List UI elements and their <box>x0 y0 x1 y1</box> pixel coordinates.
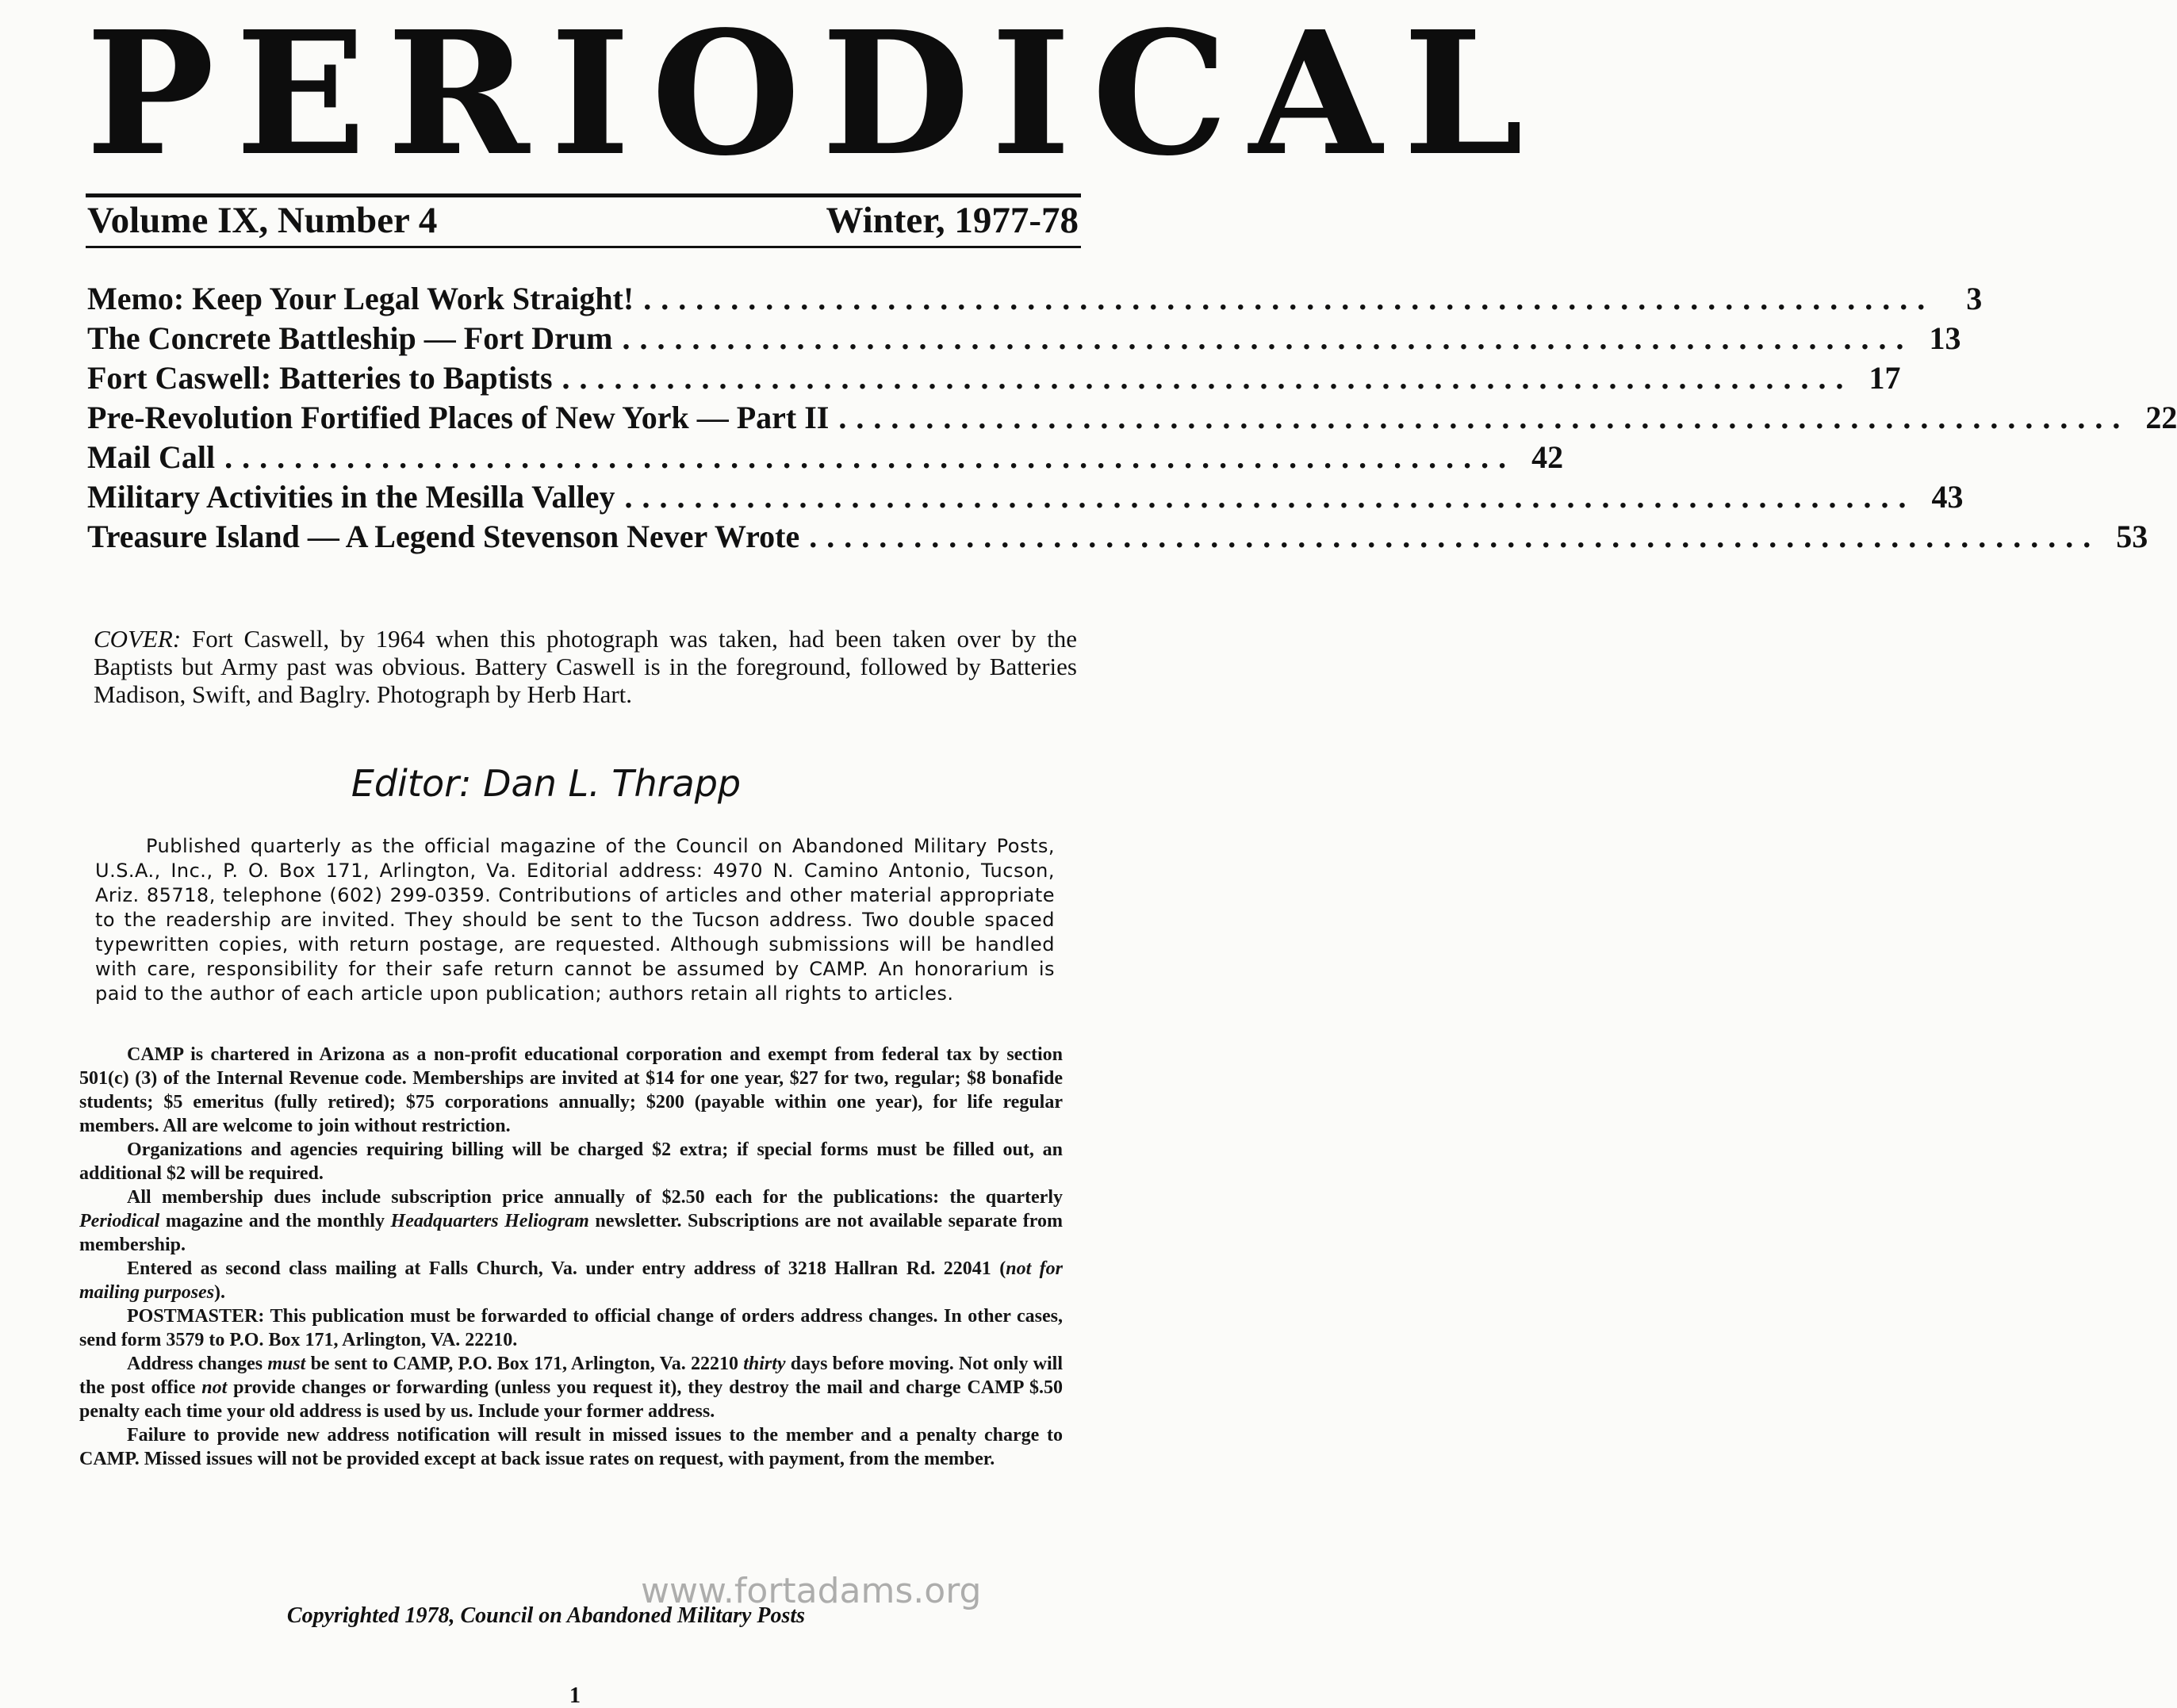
heliogram-title: Headquarters Heliogram <box>390 1211 589 1231</box>
toc-item-title: Fort Caswell: Batteries to Baptists <box>87 360 553 396</box>
issue-season: Winter, 1977-78 <box>826 200 1079 241</box>
toc-item-title: The Concrete Battleship — Fort Drum <box>87 320 613 356</box>
entered-paragraph <box>79 1257 1063 1304</box>
toc-leader-dots: .......................................................................... <box>224 439 1516 475</box>
dues-text: newsletter. Subscriptions are not available separate from membership. <box>79 1211 1064 1255</box>
toc-item-title: Pre-Revolution Fortified Places of New York — Part II <box>87 400 830 435</box>
postmaster-paragraph: POSTMASTER: This publication must be forwarded to official change of orders address changes. In other cases, send form 3579 to P.O. Box 171, Arlington, VA. 22210. <box>79 1306 1063 1350</box>
cover-caption <box>94 625 1077 708</box>
toc-item-page: 3 <box>1966 281 1983 316</box>
toc-item[interactable] <box>87 517 2148 557</box>
editor-credit: Editor: Dan L. Thrapp <box>351 762 742 805</box>
dues-text: magazine and the monthly <box>159 1211 391 1231</box>
address-text: Address changes <box>127 1354 268 1374</box>
toc-leader-dots: .......................................................................... <box>838 400 2130 435</box>
toc-item[interactable] <box>87 319 1961 358</box>
cover-text: Fort Caswell, by 1964 when this photograph was taken, had been taken over by the Baptists but Army past was obvious. Battery Caswell is in the foreground, followed by Batteries Madison, Swift, and Baglry. Photograph by Herb Hart. <box>94 625 1077 708</box>
toc-leader-dots: .......................................................................... <box>809 519 2101 554</box>
volume-number: Volume IX, Number 4 <box>87 200 438 241</box>
issue-line <box>87 198 1079 243</box>
cover-label: COVER: <box>94 625 182 653</box>
toc-item-page: 13 <box>1929 320 1961 356</box>
toc-leader-dots: .......................................................................... <box>561 360 1853 396</box>
address-emphasis: not <box>201 1377 228 1398</box>
publication-info <box>95 834 1055 1006</box>
issue-rule <box>86 246 1081 248</box>
toc-item-title: Military Activities in the Mesilla Valley <box>87 479 615 515</box>
toc-item[interactable] <box>87 279 1983 319</box>
entered-note: not for mailing purposes <box>79 1258 1063 1303</box>
toc-item-title: Treasure Island — A Legend Stevenson Never Wrote <box>87 519 800 554</box>
masthead-title: PERIODICAL <box>86 0 1545 193</box>
page-number: 1 <box>569 1683 581 1708</box>
toc-item-title: Mail Call <box>87 439 216 475</box>
toc-item-page: 17 <box>1868 360 1901 396</box>
periodical-title: Periodical <box>79 1211 160 1231</box>
entered-text: Entered as second class mailing at Falls Church, Va. under entry address of 3218 Hallran Rd. 22041 ( <box>127 1258 1006 1279</box>
toc-item-page: 42 <box>1531 439 1564 475</box>
address-text: provide changes or forwarding (unless you request it), they destroy the mail and charge CAMP $.50 penalty each time your old address is used by us. Include your former address. <box>79 1377 1063 1422</box>
toc-item-page: 43 <box>1931 479 1964 515</box>
toc-leader-dots: .......................................................................... <box>643 281 1935 316</box>
organizations-paragraph: Organizations and agencies requiring billing will be charged $2 extra; if special forms must be filled out, an additional $2 will be required. <box>79 1139 1063 1184</box>
toc-item[interactable] <box>87 438 1564 477</box>
toc-leader-dots: .......................................................................... <box>622 320 1914 356</box>
site-watermark: www.fortadams.org <box>641 1571 982 1611</box>
toc-leader-dots: .......................................................................... <box>624 479 1916 515</box>
toc-item-page: 22 <box>2145 400 2177 435</box>
membership-info <box>79 1043 1063 1471</box>
dues-text: All membership dues include subscription price annually of $2.50 each for the publications: the quarterly <box>127 1187 1063 1208</box>
address-emphasis: must <box>267 1354 306 1374</box>
toc-item[interactable] <box>87 477 1964 517</box>
dues-paragraph <box>79 1185 1063 1257</box>
camp-paragraph: CAMP is chartered in Arizona as a non-profit educational corporation and exempt from federal tax by section 501(c) (3) of the Internal Revenue code. Memberships are invited at $14 for one year, $27 for two, regular; $8 bonafide students; $5 emeritus (fully retired); $75 corporations annually; $200 (payable within one year), for life regular members. All are welcome to join without restriction. <box>79 1044 1063 1136</box>
address-change-paragraph <box>79 1352 1063 1423</box>
entered-text: ). <box>214 1282 226 1303</box>
table-of-contents <box>87 279 2177 557</box>
toc-item-page: 53 <box>2116 519 2148 554</box>
address-emphasis: thirty <box>743 1354 786 1374</box>
copyright-line: Copyrighted 1978, Council on Abandoned Military Posts <box>286 1603 806 1628</box>
address-text: days before moving. Not only will the post office <box>79 1354 1063 1398</box>
failure-paragraph: Failure to provide new address notification will result in missed issues to the member and a penalty charge to CAMP. Missed issues will not be provided except at back issue rates on request, with payment, from the member. <box>79 1425 1063 1469</box>
toc-item[interactable] <box>87 358 1901 398</box>
address-text: be sent to CAMP, P.O. Box 171, Arlington, Va. 22210 <box>305 1354 744 1374</box>
top-rule <box>86 193 1081 197</box>
toc-item-title: Memo: Keep Your Legal Work Straight! <box>87 281 634 316</box>
toc-item[interactable] <box>87 398 2177 438</box>
publication-paragraph: Published quarterly as the official magazine of the Council on Abandoned Military Posts, U.S.A., Inc., P. O. Box 171, Arlington, Va. Editorial address: 4970 N. Camino Antonio, Tucson, Ariz. 85718, telephone (602) 299-0359. Contributions of articles and other material appropriate to the readership are invited. They should be sent to the Tucson address. Two double spaced typewritten copies, with return postage, are requested. Although submissions will be handled with care, responsibility for their safe return cannot be assumed by CAMP. An honorarium is paid to the author of each article upon publication; authors retain all rights to articles. <box>95 835 1055 1005</box>
